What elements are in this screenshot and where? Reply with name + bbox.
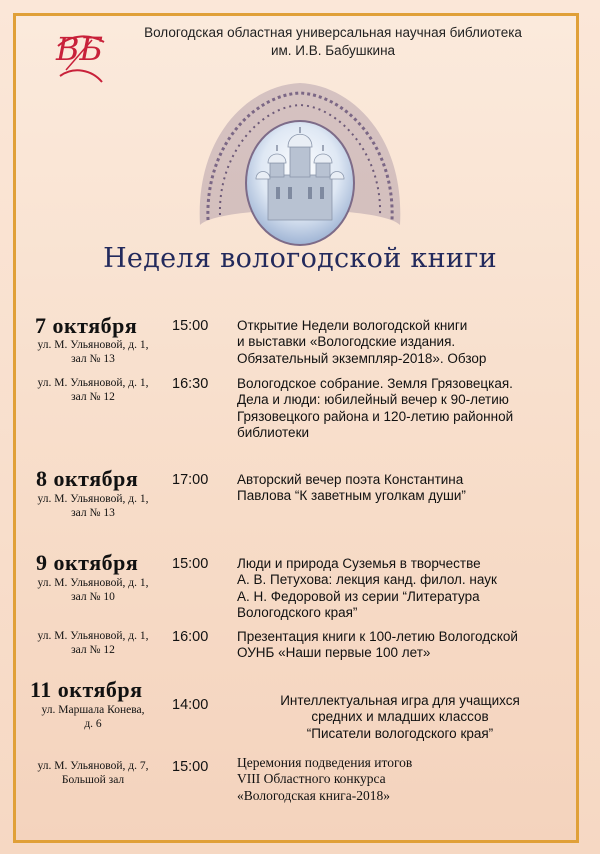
event-time: 17:00: [172, 472, 209, 488]
event-description: [237, 556, 563, 621]
description-line: и выставки «Вологодские издания.: [237, 334, 456, 350]
event-address: [18, 376, 168, 404]
lace-cathedral-emblem: [190, 75, 410, 250]
address-line: ул. М. Ульяновой, д. 1,: [37, 377, 149, 389]
event-address: [18, 576, 168, 604]
event-description: [237, 693, 563, 742]
event-description: [237, 376, 563, 441]
library-name-line2: им. И.В. Бабушкина: [270, 43, 396, 58]
address-room: зал № 12: [71, 391, 115, 403]
description-line: Обязательный экземпляр-2018». Обзор: [237, 350, 487, 366]
event-address: [18, 759, 168, 787]
address-room: зал № 12: [71, 644, 115, 656]
address-room: зал № 13: [71, 353, 115, 365]
event-time: 16:30: [172, 376, 209, 392]
event-time: 15:00: [172, 556, 209, 572]
address-room: д. 6: [84, 718, 102, 730]
description-line: Открытие Недели вологодской книги: [237, 318, 468, 333]
description-line: Павлова “К заветным уголкам души”: [237, 488, 466, 504]
library-name-line1: Вологодская областная универсальная научная библиотека: [144, 25, 522, 40]
event-address: [18, 703, 168, 731]
address-line: ул. М. Ульяновой, д. 1,: [37, 493, 149, 505]
description-line: ОУНБ «Наши первые 100 лет»: [237, 645, 431, 661]
address-line: ул. М. Ульяновой, д. 1,: [37, 630, 149, 642]
date-oct-7: 7 октября: [35, 313, 138, 338]
logo-letter-v: ВБ: [56, 30, 104, 68]
description-line: «Вологодская книга-2018»: [237, 787, 390, 803]
event-description: [237, 318, 563, 367]
event-address: [18, 338, 168, 366]
description-line: Грязовецкого района и 120-летию районной: [237, 408, 514, 424]
description-line: Вологодского края”: [237, 604, 358, 620]
library-name: [118, 24, 548, 60]
description-line: Презентация книги к 100-летию Вологодской: [237, 629, 518, 644]
description-line: А. В. Петухова: лекция канд. филол. наук: [237, 572, 497, 588]
address-line: ул. М. Ульяновой, д. 1,: [37, 339, 149, 351]
description-line: Интеллектуальная игра для учащихся: [280, 693, 520, 708]
event-address: [18, 629, 168, 657]
date-oct-9: 9 октября: [36, 550, 139, 575]
address-room: зал № 10: [71, 591, 115, 603]
description-line: Церемония подведения итогов: [237, 755, 413, 770]
event-time: 16:00: [172, 629, 209, 645]
description-line: библиотеки: [237, 424, 310, 440]
description-line: Вологодское собрание. Земля Грязовецкая.: [237, 376, 513, 391]
event-address: [18, 492, 168, 520]
address-line: ул. Маршала Конева,: [41, 704, 145, 716]
address-line: ул. М. Ульяновой, д. 7,: [37, 760, 149, 772]
description-line: средних и младших классов: [311, 709, 489, 725]
description-line: А. Н. Федоровой из серии “Литература: [237, 588, 480, 604]
description-line: VIII Областного конкурса: [237, 771, 386, 787]
description-line: Авторский вечер поэта Константина: [237, 472, 464, 487]
address-line: ул. М. Ульяновой, д. 1,: [37, 577, 149, 589]
event-time: 15:00: [172, 318, 209, 334]
date-oct-8: 8 октября: [36, 466, 139, 491]
address-room: зал № 13: [71, 507, 115, 519]
description-line: “Писатели вологодского края”: [306, 725, 494, 741]
description-line: Люди и природа Суземья в творчестве: [237, 556, 481, 571]
page-title: Неделя вологодской книги: [103, 243, 497, 274]
event-description: [237, 755, 563, 804]
event-time: 14:00: [172, 697, 209, 713]
description-line: Дела и люди: юбилейный вечер к 90-летию: [237, 392, 509, 408]
library-logo: [52, 26, 110, 88]
event-description: [237, 472, 563, 505]
address-room: Большой зал: [61, 774, 125, 786]
event-time: 15:00: [172, 759, 209, 775]
event-description: [237, 629, 563, 662]
date-oct-11: 11 октября: [30, 677, 143, 702]
